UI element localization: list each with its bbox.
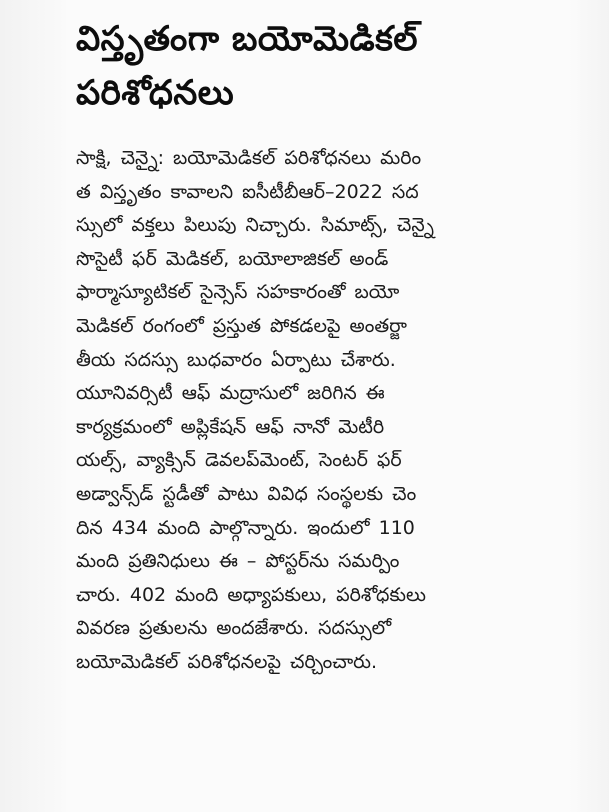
article-body	[76, 142, 576, 680]
body-line: తీయ సదస్సు బుధవారం ఏర్పాటు చేశారు.	[76, 348, 396, 371]
body-line: మెడికల్ రంగంలో ప్రస్తుత పోకడలపై అంతర్జా	[76, 314, 407, 337]
headline-line-1: విస్తృతంగా బయోమెడికల్	[76, 19, 418, 59]
body-line: వివరణ ప్రతులను అందజేశారు. సదస్సులో	[76, 617, 392, 640]
body-line: త విస్తృతం కావాలని ఐసీటీబీఆర్‌–2022 సద	[76, 180, 419, 203]
headline	[76, 0, 576, 120]
body-line: స్సులో వక్తలు పిలుపు నిచ్చారు. సిమాట్స్, చెన్నై	[76, 214, 434, 237]
body-line: బయోమెడికల్ పరిశోధనలపై చర్చించారు.	[76, 650, 378, 673]
body-line: సాక్షి, చెన్నై: బయోమెడికల్ పరిశోధనలు మరిం	[76, 147, 422, 169]
newspaper-clipping	[76, 0, 576, 812]
body-line: యూనివర్సిటీ ఆఫ్ మద్రాసులో జరిగిన ఈ	[76, 382, 385, 405]
body-line: యల్స్, వ్యాక్సిన్ డెవలప్‌మెంట్, సెంటర్ ఫర్	[76, 449, 402, 472]
left-margin-shade	[0, 0, 66, 812]
body-line: మంది ప్రతినిధులు ఈ – పోస్టర్‌ను సమర్పిం	[76, 550, 400, 573]
body-line: అడ్వాన్స్‌డ్ స్టడీతో పాటు వివిధ సంస్థలకు చెం	[76, 482, 417, 505]
body-line: ఫార్మాస్యూటికల్ సైన్సెస్ సహకారంతో బయో	[76, 281, 400, 304]
body-line: కార్యక్రమంలో అప్లికేషన్ ఆఫ్ నానో మెటీరి	[76, 415, 385, 438]
body-line: సొసైటీ ఫర్ మెడికల్, బయోలాజికల్ అండ్	[76, 247, 389, 270]
headline-line-2: పరిశోధనలు	[76, 73, 235, 113]
body-line: చారు. 402 మంది అధ్యాపకులు, పరిశోధకులు	[76, 583, 427, 606]
body-line: దిన 434 మంది పాల్గొన్నారు. ఇందులో 110	[76, 516, 415, 539]
